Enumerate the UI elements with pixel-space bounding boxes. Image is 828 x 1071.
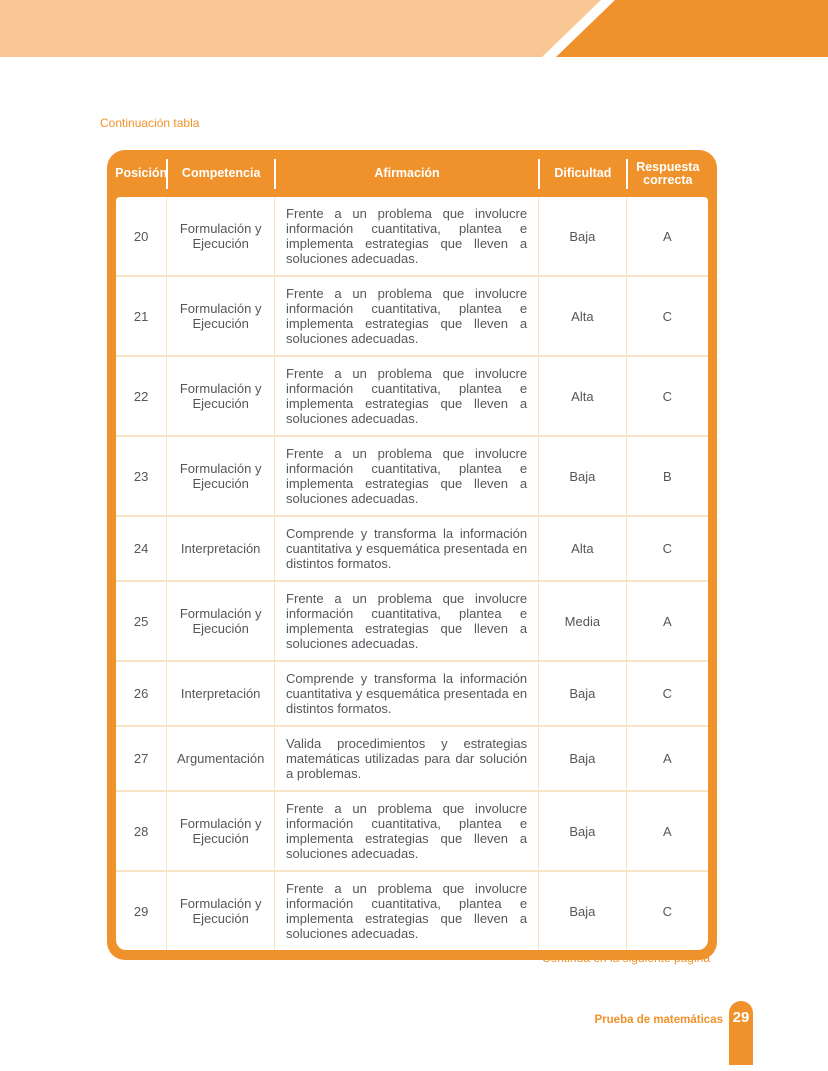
cell-competencia: Formulación y Ejecución (166, 792, 274, 870)
cell-competencia: Interpretación (166, 662, 274, 725)
column-header-competencia: Competencia (166, 159, 274, 189)
cell-respuesta-correcta: A (626, 727, 708, 790)
cell-posicion: 25 (133, 613, 149, 629)
footer-section-label: Prueba de matemáticas (594, 1014, 723, 1026)
cell-afirmacion: Frente a un problema que involucre información cuantitativa, plantea e implementa estrategias que lleven a soluciones adecuadas. (274, 582, 538, 660)
page-number-tab (729, 1001, 753, 1065)
continued-next-page-note: Continúa en la siguiente página (541, 951, 710, 965)
table-row (116, 790, 708, 870)
cell-afirmacion: Frente a un problema que involucre información cuantitativa, plantea e implementa estrategias que lleven a soluciones adecuadas. (274, 872, 538, 950)
table-header-row (116, 150, 708, 197)
cell-respuesta-correcta: C (626, 357, 708, 435)
cell-dificultad: Baja (538, 197, 626, 275)
column-header-afirmacion: Afirmación (274, 159, 538, 189)
cell-posicion: 28 (133, 823, 149, 839)
cell-posicion: 29 (133, 903, 149, 919)
cell-respuesta-correcta: C (626, 662, 708, 725)
cell-afirmacion: Frente a un problema que involucre información cuantitativa, plantea e implementa estrategias que lleven a soluciones adecuadas. (274, 197, 538, 275)
cell-competencia: Argumentación (166, 727, 274, 790)
column-header-posicion: Posición (115, 166, 168, 180)
cell-posicion: 20 (133, 228, 149, 244)
cell-competencia: Formulación y Ejecución (166, 357, 274, 435)
cell-respuesta-correcta: C (626, 277, 708, 355)
cell-competencia: Formulación y Ejecución (166, 437, 274, 515)
cell-afirmacion: Frente a un problema que involucre información cuantitativa, plantea e implementa estrategias que lleven a soluciones adecuadas. (274, 277, 538, 355)
cell-dificultad: Media (538, 582, 626, 660)
cell-posicion: 24 (133, 541, 149, 556)
table-row (116, 660, 708, 725)
cell-competencia: Formulación y Ejecución (166, 582, 274, 660)
results-table (107, 150, 717, 960)
cell-respuesta-correcta: C (626, 517, 708, 580)
column-header-dificultad: Dificultad (538, 159, 626, 189)
cell-dificultad: Baja (538, 727, 626, 790)
table-row (116, 197, 708, 275)
cell-afirmacion: Comprende y transforma la información cuantitativa y esquemática presentada en distintos formatos. (274, 517, 538, 580)
cell-respuesta-correcta: A (626, 197, 708, 275)
cell-posicion: 21 (133, 308, 149, 324)
cell-afirmacion: Frente a un problema que involucre información cuantitativa, plantea e implementa estrategias que lleven a soluciones adecuadas. (274, 792, 538, 870)
table-row (116, 870, 708, 950)
cell-dificultad: Alta (538, 357, 626, 435)
table-row (116, 515, 708, 580)
cell-respuesta-correcta: A (626, 582, 708, 660)
cell-competencia: Interpretación (166, 517, 274, 580)
cell-dificultad: Baja (538, 792, 626, 870)
cell-competencia: Formulación y Ejecución (166, 197, 274, 275)
cell-respuesta-correcta: A (626, 792, 708, 870)
cell-dificultad: Alta (538, 277, 626, 355)
cell-afirmacion: Comprende y transforma la información cuantitativa y esquemática presentada en distintos formatos. (274, 662, 538, 725)
cell-posicion: 23 (133, 468, 149, 484)
cell-competencia: Formulación y Ejecución (166, 277, 274, 355)
table-row (116, 275, 708, 355)
cell-dificultad: Baja (538, 662, 626, 725)
cell-posicion: 27 (133, 751, 149, 766)
cell-afirmacion: Frente a un problema que involucre información cuantitativa, plantea e implementa estrategias que lleven a soluciones adecuadas. (274, 357, 538, 435)
table-row (116, 580, 708, 660)
cell-afirmacion: Valida procedimientos y estrategias matemáticas utilizadas para dar solución a problemas. (274, 727, 538, 790)
cell-respuesta-correcta: B (626, 437, 708, 515)
cell-afirmacion: Frente a un problema que involucre información cuantitativa, plantea e implementa estrategias que lleven a soluciones adecuadas. (274, 437, 538, 515)
cell-dificultad: Baja (538, 872, 626, 950)
cell-competencia: Formulación y Ejecución (166, 872, 274, 950)
column-header-respuesta-correcta: Respuesta correcta (626, 159, 708, 189)
cell-posicion: 26 (133, 686, 149, 701)
cell-respuesta-correcta: C (626, 872, 708, 950)
cell-dificultad: Baja (538, 437, 626, 515)
page-number: 29 (732, 1009, 750, 1026)
table-row (116, 435, 708, 515)
table-body (116, 197, 708, 950)
top-banner (0, 0, 828, 57)
cell-dificultad: Alta (538, 517, 626, 580)
table-continuation-label: Continuación tabla (100, 116, 200, 130)
table-row (116, 725, 708, 790)
cell-posicion: 22 (133, 388, 149, 404)
table-row (116, 355, 708, 435)
